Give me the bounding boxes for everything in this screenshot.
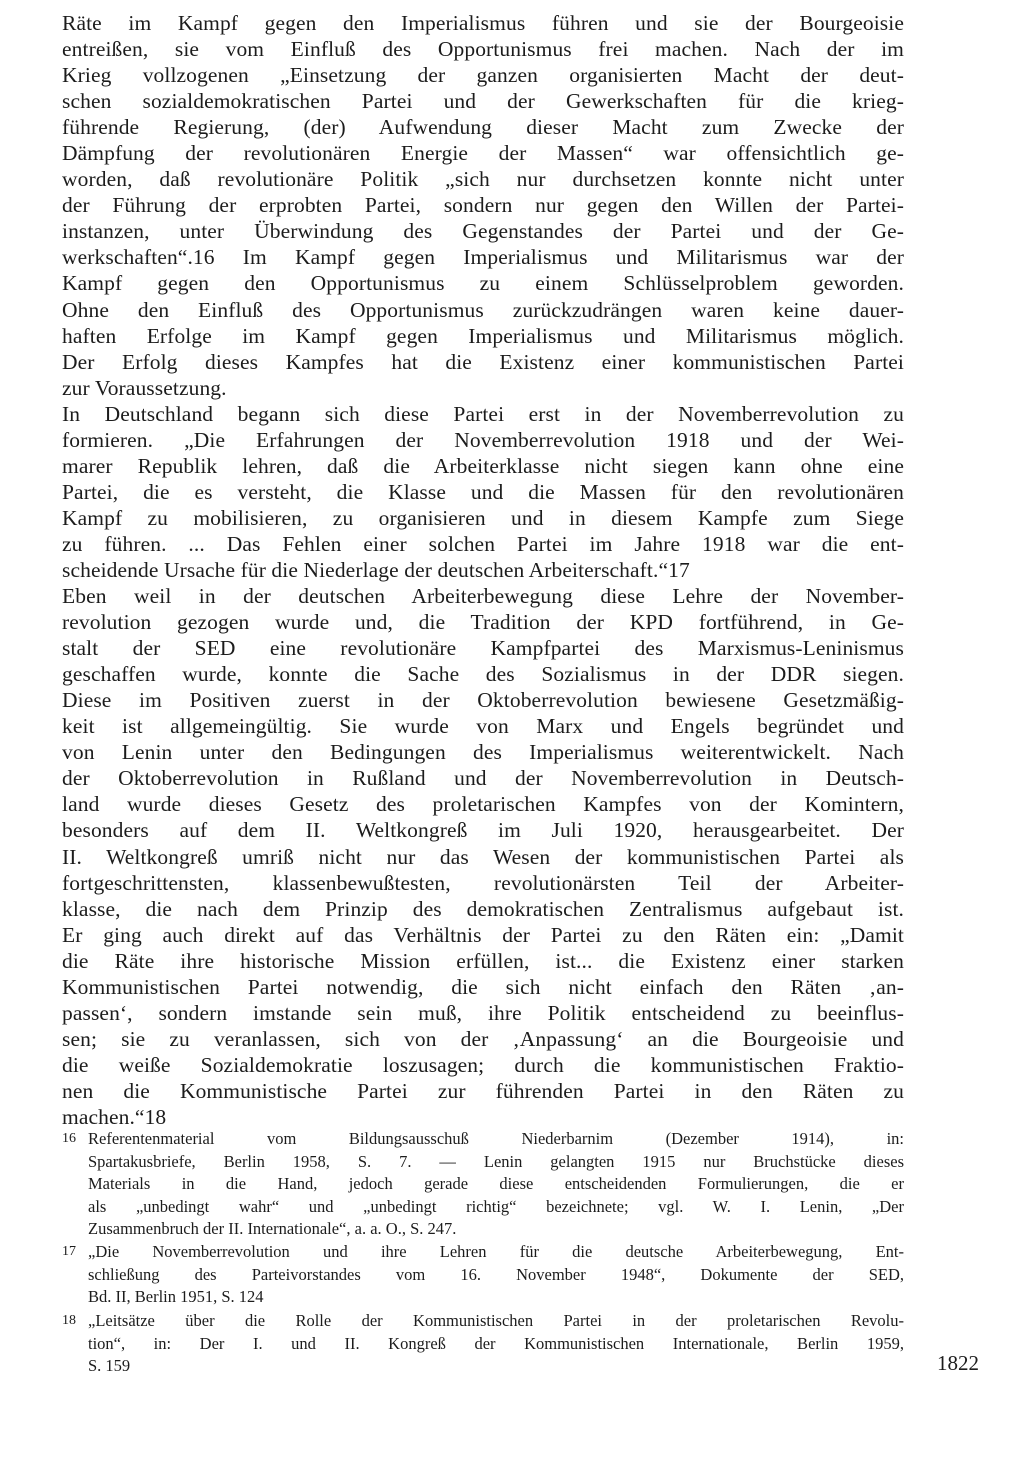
body-line: revolution gezogen wurde und, die Tradition der KPD fortführend, in Ge-: [62, 610, 904, 635]
footnote-line: Referentenmaterial vom Bildungsausschuß Niederbarnim (Dezember 1914), in:: [88, 1129, 904, 1148]
body-line: machen.“18: [62, 1104, 167, 1129]
body-line: zur Voraussetzung.: [62, 375, 227, 400]
body-line: geschaffen wurde, konnte die Sache des Sozialismus in der DDR siegen.: [62, 662, 904, 687]
body-line: scheidende Ursache für die Niederlage der deutschen Arbeiterschaft.“17: [62, 557, 690, 582]
body-line: Kommunistischen Partei notwendig, die sich nicht einfach den Räten ‚an-: [62, 974, 904, 999]
body-line: Er ging auch direkt auf das Verhältnis der Partei zu den Räten ein: „Damit: [62, 922, 904, 947]
body-line: fortgeschrittensten, klassenbewußtesten, revolutionärsten Teil der Arbeiter-: [62, 870, 904, 895]
body-line: land wurde dieses Gesetz des proletarischen Kampfes von der Komintern,: [62, 792, 904, 817]
body-line: führende Regierung, (der) Aufwendung dieser Macht zum Zwecke der: [62, 115, 904, 140]
body-line: besonders auf dem II. Weltkongreß im Juli 1920, herausgearbeitet. Der: [62, 818, 904, 843]
footnote-line: Zusammenbruch der II. Internationale“, a. a. O., S. 247.: [88, 1219, 457, 1238]
body-line: formieren. „Die Erfahrungen der Novemberrevolution 1918 und der Wei-: [62, 427, 904, 452]
footnote-row: [62, 1310, 904, 1378]
body-line: Partei, die es versteht, die Klasse und die Massen für den revolutionären: [62, 479, 904, 504]
body-line: die weiße Sozialdemokratie loszusagen; durch die kommunistischen Fraktio-: [62, 1052, 904, 1077]
footnote-line: tion“, in: Der I. und II. Kongreß der Kommunistischen Internationale, Berlin 1959,: [88, 1333, 904, 1353]
footnote-line: schließung des Parteivorstandes vom 16. November 1948“, Dokumente der SED,: [88, 1264, 904, 1284]
body-line: Kampf zu mobilisieren, zu organisieren und in diesem Kampfe zum Siege: [62, 505, 904, 530]
body-line: Dämpfung der revolutionären Energie der Massen“ war offensichtlich ge-: [62, 141, 904, 166]
body-line: nen die Kommunistische Partei zur führenden Partei in den Räten zu: [62, 1078, 904, 1103]
body-line: Krieg vollzogenen „Einsetzung der ganzen organisierten Macht der deut-: [62, 63, 904, 88]
body-line: instanzen, unter Überwindung des Gegenstandes der Partei und der Ge-: [62, 219, 904, 244]
body-line: II. Weltkongreß umriß nicht nur das Wesen der kommunistischen Partei als: [62, 844, 904, 869]
body-line: klasse, die nach dem Prinzip des demokratischen Zentralismus aufgebaut ist.: [62, 896, 904, 921]
body-line: Diese im Positiven zuerst in der Oktoberrevolution bewiesene Gesetzmäßig-: [62, 688, 904, 713]
footnote-line: Spartakusbriefe, Berlin 1958, S. 7. — Lenin gelangten 1915 nur Bruchstücke dieses: [88, 1151, 904, 1171]
footnote-line: S. 159: [88, 1356, 131, 1375]
body-text: [62, 10, 904, 1130]
body-line: von Lenin unter den Bedingungen des Imperialismus weiterentwickelt. Nach: [62, 740, 904, 765]
body-line: entreißen, sie vom Einfluß des Opportunismus frei machen. Nach der im: [62, 37, 904, 62]
body-line: der Führung der erprobten Partei, sondern nur gegen den Willen der Partei-: [62, 193, 904, 218]
footnote-line: als „unbedingt wahr“ und „unbedingt richtig“ bezeichnete; vgl. W. I. Lenin, „Der: [88, 1196, 904, 1216]
footnote-line: „Leitsätze über die Rolle der Kommunistischen Partei in der proletarischen Revolu-: [88, 1311, 904, 1330]
body-line: Kampf gegen den Opportunismus zu einem Schlüsselproblem geworden.: [62, 271, 904, 296]
body-line: keit ist allgemeingültig. Sie wurde von Marx und Engels begründet und: [62, 714, 904, 739]
body-line: werkschaften“.16 Im Kampf gegen Imperialismus und Militarismus war der: [62, 245, 904, 270]
body-line: stalt der SED eine revolutionäre Kampfpartei des Marxismus-Leninismus: [62, 636, 904, 661]
body-line: Der Erfolg dieses Kampfes hat die Existenz einer kommunistischen Partei: [62, 349, 904, 374]
footnote-number: 18: [62, 1313, 76, 1328]
footnote-row: [62, 1128, 904, 1241]
footnote-line: Materials in die Hand, jedoch gerade diese entscheidenden Formulierungen, die er: [88, 1174, 904, 1193]
footnote-18: [62, 1310, 904, 1378]
body-line: In Deutschland begann sich diese Partei erst in der Novemberrevolution zu: [62, 401, 904, 426]
body-line: die Räte ihre historische Mission erfüllen, ist... die Existenz einer starken: [62, 948, 904, 973]
body-line: Eben weil in der deutschen Arbeiterbewegung diese Lehre der November-: [62, 584, 904, 609]
footnote-number: 16: [62, 1131, 76, 1146]
footnote-line: Bd. II, Berlin 1951, S. 124: [88, 1287, 264, 1306]
body-line: passen‘, sondern imstande sein muß, ihre Politik entscheidend zu beeinflus-: [62, 1000, 904, 1025]
footnote-17: [62, 1241, 904, 1309]
body-line: Ohne den Einfluß des Opportunismus zurückzudrängen waren keine dauer-: [62, 297, 904, 322]
footnote-line: „Die Novemberrevolution und ihre Lehren für die deutsche Arbeiterbewegung, Ent-: [88, 1242, 904, 1261]
body-line: haften Erfolge im Kampf gegen Imperialismus und Militarismus möglich.: [62, 323, 904, 348]
body-line: schen sozialdemokratischen Partei und der Gewerkschaften für die krieg-: [62, 89, 904, 114]
footnote-number: 17: [62, 1244, 76, 1259]
body-line: worden, daß revolutionäre Politik „sich nur durchsetzen konnte nicht unter: [62, 167, 904, 192]
footnote-row: [62, 1241, 904, 1309]
body-line: marer Republik lehren, daß die Arbeiterklasse nicht siegen kann ohne eine: [62, 453, 904, 478]
footnote-16: [62, 1128, 904, 1241]
page-number: 1822: [937, 1351, 979, 1375]
body-line: sen; sie zu veranlassen, sich von der ‚Anpassung‘ an die Bourgeoisie und: [62, 1026, 904, 1051]
body-line: der Oktoberrevolution in Rußland und der Novemberrevolution in Deutsch-: [62, 766, 904, 791]
body-line: zu führen. ... Das Fehlen einer solchen Partei im Jahre 1918 war die ent-: [62, 531, 904, 556]
body-line: Räte im Kampf gegen den Imperialismus führen und sie der Bourgeoisie: [62, 11, 904, 35]
